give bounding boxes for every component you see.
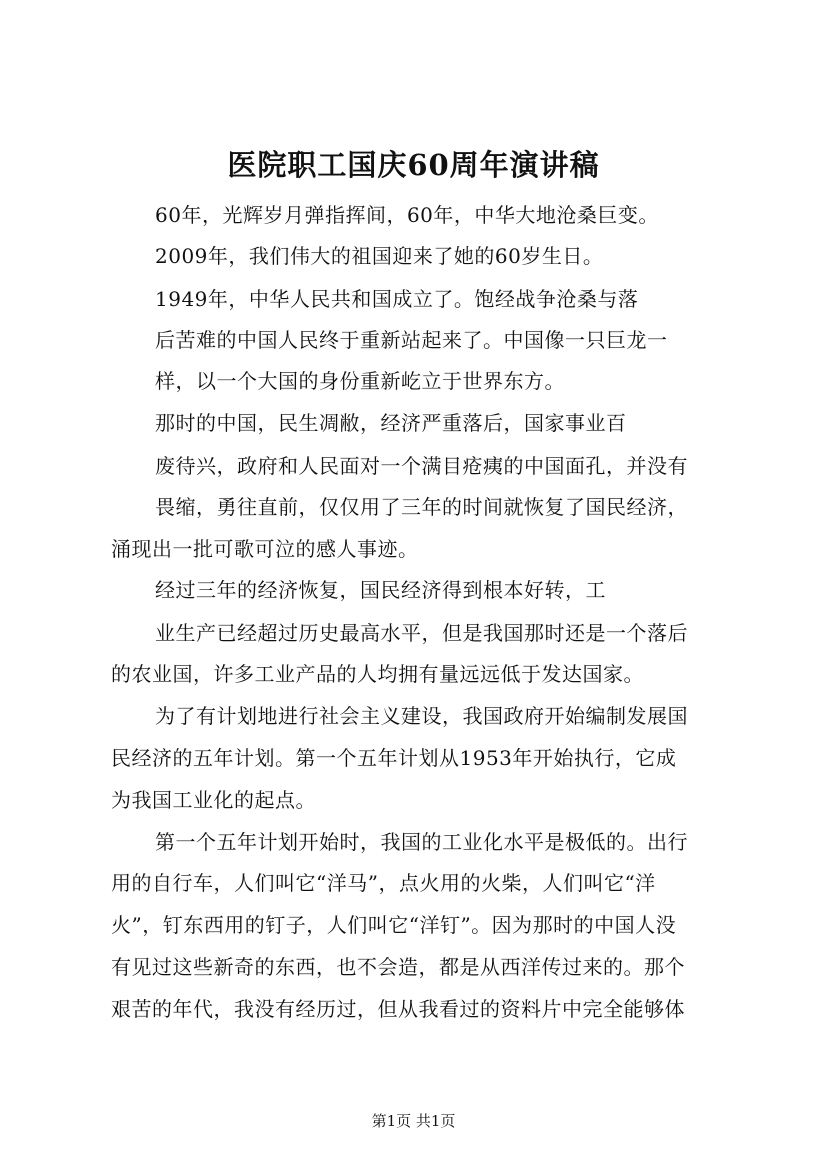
text-line: 火”，钉东西用的钉子，人们叫它“洋钉”。因为那时的中国人没 <box>111 913 677 937</box>
text-line: 后苦难的中国人民终于重新站起来了。中国像一只巨龙一 <box>155 328 668 352</box>
text-line: 废待兴，政府和人民面对一个满目疮痍的中国面孔，并没有 <box>155 454 688 478</box>
text-line: 样，以一个大国的身份重新屹立于世界东方。 <box>155 369 565 393</box>
page-number-footer: 第1页 共1页 <box>371 1112 456 1130</box>
document-title: 医院职工国庆60周年演讲稿 <box>227 148 600 182</box>
text-line: 1949年，中华人民共和国成立了。饱经战争沧桑与落 <box>155 287 639 311</box>
text-line: 业生产已经超过历史最高水平，但是我国那时还是一个落后 <box>155 621 688 645</box>
text-line: 的农业国，许多工业产品的人均拥有量远远低于发达国家。 <box>111 662 644 686</box>
text-line: 为我国工业化的起点。 <box>111 788 316 812</box>
text-line: 2009年，我们伟大的祖国迎来了她的60岁生日。 <box>155 244 604 268</box>
text-line: 畏缩，勇往直前，仅仅用了三年的时间就恢复了国民经济， <box>155 495 688 519</box>
text-line: 有见过这些新奇的东西，也不会造，都是从西洋传过来的。那个 <box>111 955 685 979</box>
text-line: 60年，光辉岁月弹指挥间，60年，中华大地沧桑巨变。 <box>155 203 659 227</box>
text-line: 用的自行车，人们叫它“洋马”，点火用的火柴，人们叫它“洋 <box>111 871 656 895</box>
text-line: 艰苦的年代，我没有经历过，但从我看过的资料片中完全能够体 <box>111 997 685 1021</box>
text-line: 涌现出一批可歌可泣的感人事迹。 <box>111 537 419 561</box>
text-line: 第一个五年计划开始时，我国的工业化水平是极低的。出行 <box>155 830 688 854</box>
text-line: 那时的中国，民生凋敝，经济严重落后，国家事业百 <box>155 411 627 435</box>
text-line: 为了有计划地进行社会主义建设，我国政府开始编制发展国 <box>155 704 688 728</box>
text-line: 经过三年的经济恢复，国民经济得到根本好转，工 <box>155 578 606 602</box>
text-line: 民经济的五年计划。第一个五年计划从1953年开始执行，它成 <box>111 746 677 770</box>
